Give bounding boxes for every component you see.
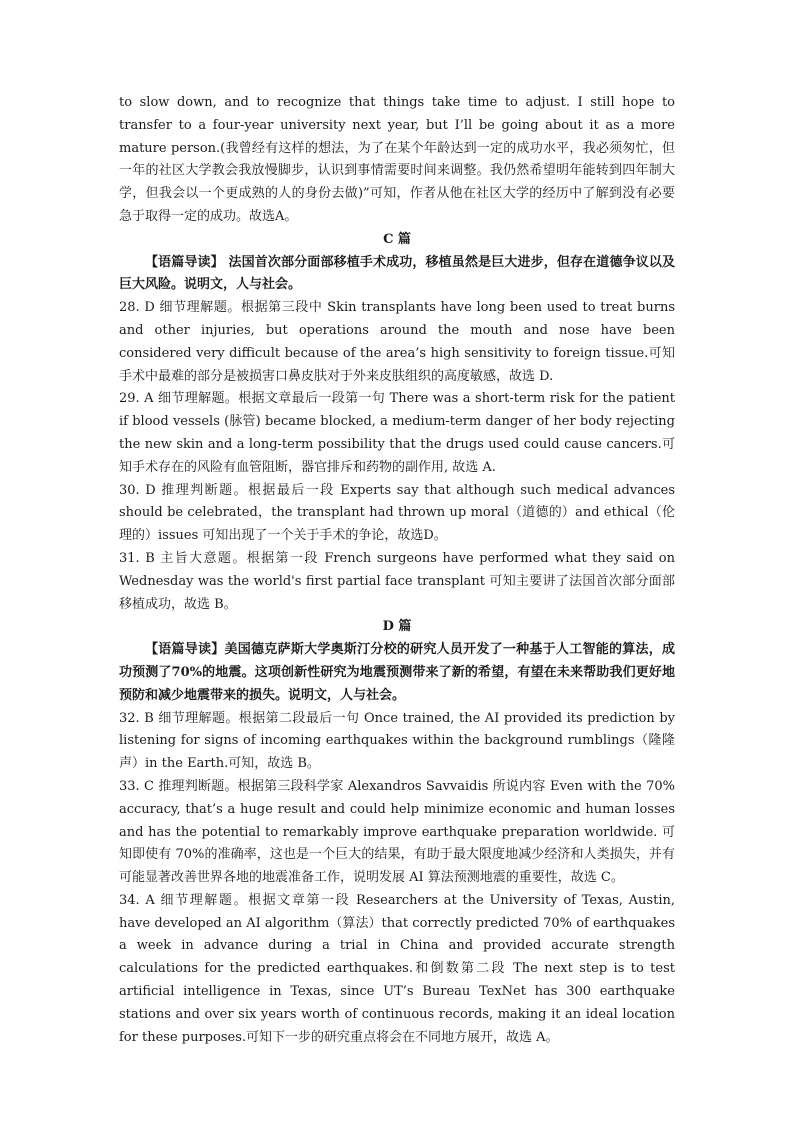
answer-32: 32. B 细节理解题。根据第二段最后一句 Once trained, the AI provided its prediction by listening for signs of incoming earthquakes within the background rumblings（隆隆声）in the Earth.可知，故选 B。 <box>119 710 675 772</box>
section-c-heading: C 篇 <box>383 231 411 247</box>
document-page <box>119 92 675 1049</box>
intro-paragraph: to slow down, and to recognize that things take time to adjust. I still hope to transfer to a four-year university next year, but I’ll be going about it as a more mature person.(我曾经有这样的想法，为了在某个年龄达到一定的成功水平，我必须匆忙，但一年的社区大学教会我放慢脚步，认识到事情需要时间来调整。我仍然希望明年能转到四年制大学，但我会以一个更成熟的人的身份去做)”可知，作者从他在社区大学的经历中了解到没有必要急于取得一定的成功。故选A。 <box>119 95 675 224</box>
answer-28: 28. D 细节理解题。根据第三段中 Skin transplants have long been used to treat burns and other injuries, but operations around the mouth and nose have been considered very difficult because of the area’s high sensitivity to foreign tissue.可知手术中最难的部分是被损害口鼻皮肤对于外来皮肤组织的高度敏感，故选 D. <box>119 300 675 384</box>
answer-30: 30. D 推理判断题。根据最后一段 Experts say that although such medical advances should be celebrated，the transplant had thrown up moral（道德的）and ethical（伦理的）issues 可知出现了一个关于手术的争论，故选D。 <box>119 482 675 544</box>
answer-34: 34. A 细节理解题。根据文章第一段 Researchers at the University of Texas, Austin, have developed an AI algorithm（算法）that correctly predicted 70% of earthquakes a week in advance during a trial in China and provided accurate strength calculations for the predicted earthquakes.和倒数第二段 The next step is to test artificial intelligence in Texas, since UT’s Bureau TexNet has 300 earthquake stations and over six years worth of continuous records, making it an ideal location for these purposes.可知下一步的研究重点将会在不同地方展开，故选 A。 <box>119 892 675 1045</box>
section-c-guide: 【语篇导读】 法国首次部分面部移植手术成功，移植虽然是巨大进步，但存在道德争议以及巨大风险。说明文，人与社会。 <box>119 254 675 293</box>
answer-31: 31. B 主旨大意题。根据第一段 French surgeons have performed what they said on Wednesday was the world's first partial face transplant 可知主要讲了法国首次部分面部移植成功，故选 B。 <box>119 550 675 612</box>
answer-29: 29. A 细节理解题。根据文章最后一段第一句 There was a short-term risk for the patient if blood vessels (脉管) became blocked, a medium-term danger of her body rejecting the new skin and a long-term possibility that the drugs used could cause cancers.可知手术存在的风险有血管阻断，器官排斥和药物的副作用, 故选 A. <box>119 391 675 475</box>
answer-33: 33. C 推理判断题。根据第三段科学家 Alexandros Savvaidis 所说内容 Even with the 70% accuracy, that’s a huge result and could help minimize economic and human losses and has the potential to remarkably improve earthquake preparation worldwide. 可知即使有 70%的准确率，这也是一个巨大的结果，有助于最大限度地减少经济和人类损失，并有可能显著改善世界各地的地震准备工作，说明发展 AI 算法预测地震的重要性，故选 C。 <box>119 778 675 886</box>
section-d-guide: 【语篇导读】美国德克萨斯大学奥斯汀分校的研究人员开发了一种基于人工智能的算法，成功预测了70%的地震。这项创新性研究为地震预测带来了新的希望，有望在未来帮助我们更好地预防和减少地震带来的损失。说明文，人与社会。 <box>119 642 675 703</box>
section-d-heading: D 篇 <box>382 619 412 635</box>
